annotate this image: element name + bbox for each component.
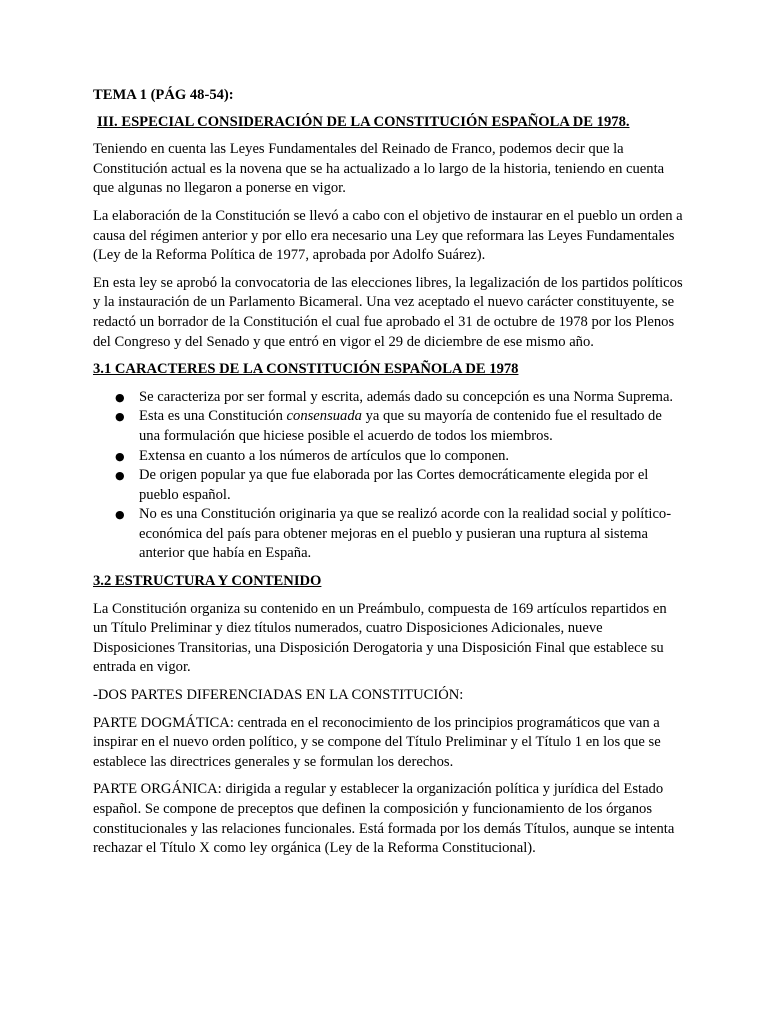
paragraph: Teniendo en cuenta las Leyes Fundamentales del Reinado de Franco, podemos decir que la Constitución actual es la novena que se ha actualizado a lo largo de la historia, teniendo en cuenta que algunas no llegaron a ponerse en vigor.	[93, 141, 665, 197]
bullet-icon: ●	[115, 410, 125, 424]
bullet-icon: ●	[115, 508, 125, 522]
list-item	[93, 505, 683, 564]
list-item-text: ya que su mayoría de contenido fue el resultado de una formulación que hiciese posible el acuerdo de todos los miembros.	[139, 408, 662, 444]
tema-title: TEMA 1 (PÁG 48-54):	[93, 87, 234, 103]
section-3-2-heading: 3.2 ESTRUCTURA Y CONTENIDO	[93, 573, 322, 590]
list-item-text: De origen popular ya que fue elaborada por las Cortes democráticamente elegida por el pueblo español.	[139, 467, 649, 503]
section-3-1-heading: 3.1 CARACTERES DE LA CONSTITUCIÓN ESPAÑOLA DE 1978	[93, 361, 519, 378]
list-item	[93, 447, 683, 467]
list-item	[93, 466, 683, 505]
list-item-text: Extensa en cuanto a los números de artículos que lo componen.	[139, 447, 510, 464]
paragraph: La elaboración de la Constitución se llevó a cabo con el objetivo de instaurar en el pueblo un orden a causa del régimen anterior y por ello era necesario una Ley que reformara las Leyes Fundamentales (Ley de la Reforma Política de 1977, aprobada por Adolfo Suárez).	[93, 207, 683, 264]
bullet-icon: ●	[115, 390, 125, 404]
list-item	[93, 407, 683, 446]
list-item	[93, 388, 683, 408]
document-body	[93, 86, 683, 867]
paragraph: PARTE DOGMÁTICA: centrada en el reconocimiento de los principios programáticos que van a inspirar en el nuevo orden político, y se compone del Título Preliminar y el Título 1 en los que se establece las directrices generales y se formulan los derechos.	[93, 714, 661, 770]
bullet-icon: ●	[115, 469, 125, 483]
paragraph: La Constitución organiza su contenido en un Preámbulo, compuesta de 169 artículos repartidos en un Título Preliminar y diez títulos numerados, cuatro Disposiciones Adicionales, nueve Disposiciones Transitorias, una Disposición Derogatoria y una Disposición Final que establece su entrada en vigor.	[93, 600, 667, 676]
paragraph: En esta ley se aprobó la convocatoria de las elecciones libres, la legalización de los partidos políticos y la instauración de un Parlamento Bicameral. Una vez aceptado el nuevo carácter constituyente, se redactó un borrador de la Constitución el cual fue aprobado el 31 de octubre de 1978 por los Plenos del Congreso y del Senado y que entró en vigor el 29 de diciembre de ese mismo año.	[93, 274, 683, 350]
list-item-text: No es una Constitución originaria ya que se realizó acorde con la realidad social y político-económica del país para obtener mejoras en el pueblo y pusieran una ruptura al sistema anterior que había en España.	[139, 506, 672, 562]
bullet-icon: ●	[115, 449, 125, 463]
section-title: III. ESPECIAL CONSIDERACIÓN DE LA CONSTITUCIÓN ESPAÑOLA DE 1978.	[97, 113, 630, 130]
paragraph: PARTE ORGÁNICA: dirigida a regular y establecer la organización política y jurídica del Estado español. Se compone de preceptos que definen la composición y funcionamiento de los órganos constitucionales y las relaciones funcionales. Está formada por los demás Títulos, aunque se intenta rechazar el Título X como ley orgánica (Ley de la Reforma Constitucional).	[93, 781, 675, 857]
list-item-text: Esta es una Constitución	[139, 408, 287, 425]
list-item-text: Se caracteriza por ser formal y escrita, además dado su concepción es una Norma Suprema.	[139, 388, 674, 405]
characteristics-list	[93, 388, 683, 564]
paragraph: -DOS PARTES DIFERENCIADAS EN LA CONSTITUCIÓN:	[93, 687, 464, 704]
emphasis-text: consensuada	[286, 408, 362, 425]
